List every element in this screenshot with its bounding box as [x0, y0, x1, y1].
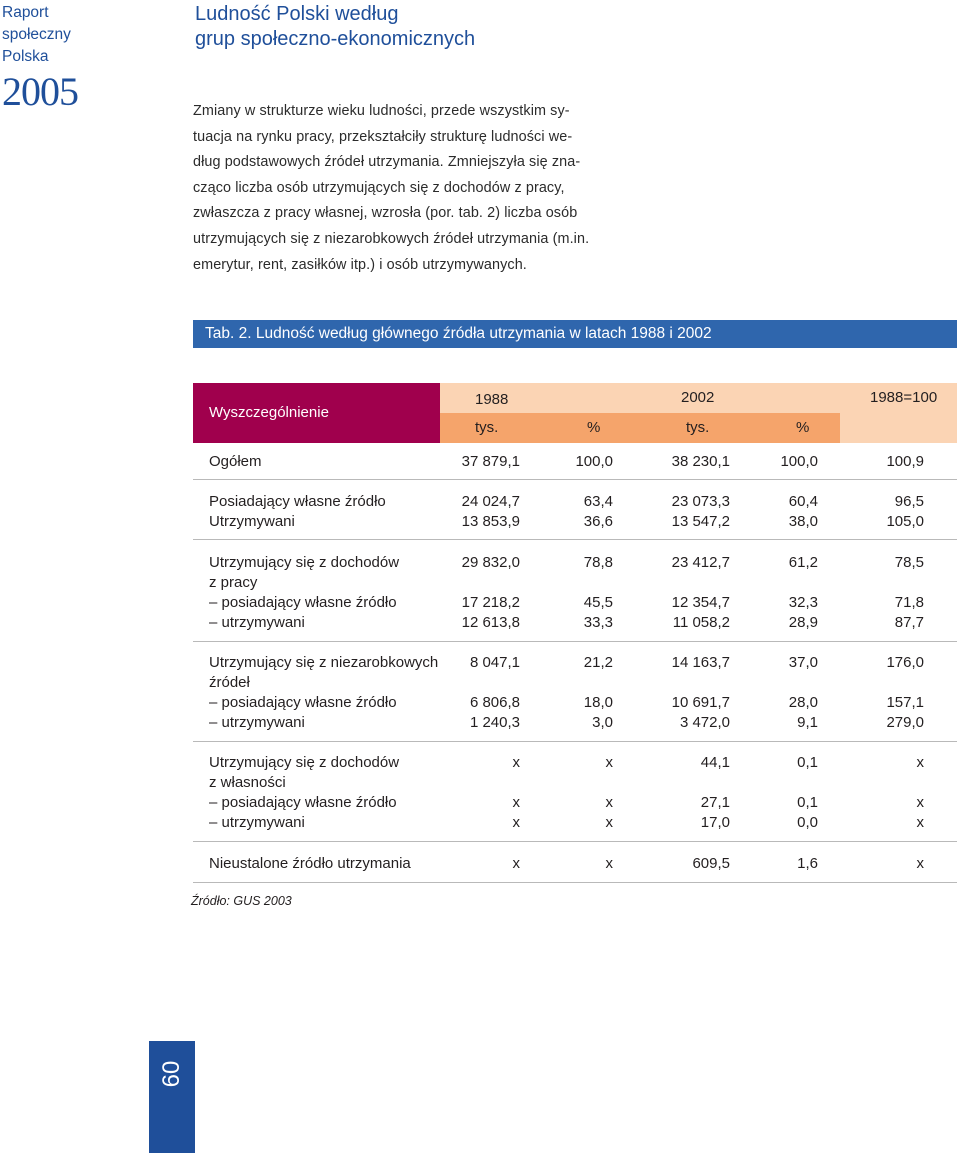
cell-index: 78,5: [894, 554, 924, 571]
cell-2002-tys: 44,1: [700, 754, 730, 771]
cell-2002-pct: 61,2: [788, 554, 818, 571]
cell-1988-tys: 29 832,0: [461, 554, 520, 571]
page-number: 60: [158, 1060, 185, 1088]
cell-2002-pct: 0,0: [797, 814, 818, 831]
cell-2002-pct: 100,0: [780, 453, 818, 470]
cell-1988-pct: x: [605, 855, 613, 872]
row-separator: [193, 641, 957, 642]
table-header-label: Wyszczególnienie: [193, 383, 440, 443]
cell-2002-tys: 38 230,1: [671, 453, 730, 470]
cell-2002-pct: 0,1: [797, 754, 818, 771]
page-number-tab: [149, 1041, 195, 1153]
row-label: – posiadający własne źródło: [209, 594, 397, 611]
cell-1988-tys: 24 024,7: [461, 493, 520, 510]
cell-2002-pct: 0,1: [797, 794, 818, 811]
header-year-1988: 1988: [475, 391, 509, 408]
cell-index: x: [916, 814, 924, 831]
cell-1988-pct: 33,3: [583, 614, 613, 631]
cell-1988-pct: 18,0: [583, 694, 613, 711]
cell-2002-pct: 1,6: [797, 855, 818, 872]
row-label: Utrzymujący się z dochodów: [209, 554, 400, 571]
cell-1988-tys: 1 240,3: [469, 714, 520, 731]
cell-2002-tys: 11 058,2: [672, 614, 730, 631]
cell-index: 96,5: [894, 493, 924, 510]
row-label: Utrzymujący się z niezarobkowych: [209, 654, 439, 671]
cell-index: x: [916, 855, 924, 872]
cell-1988-tys: 8 047,1: [469, 654, 520, 671]
row-separator: [193, 841, 957, 842]
cell-1988-tys: 37 879,1: [461, 453, 520, 470]
intro-line: cząco liczba osób utrzymujących się z dochodów z pracy,: [193, 179, 565, 196]
cell-index: 157,1: [886, 694, 924, 711]
cell-1988-pct: 78,8: [583, 554, 613, 571]
cell-1988-pct: 45,5: [583, 594, 613, 611]
intro-line: zwłaszcza z pracy własnej, wzrosła (por. tab. 2) liczba osób: [193, 205, 578, 222]
brand-line-2: społeczny: [2, 26, 71, 43]
row-label: Ogółem: [209, 453, 262, 470]
cell-1988-tys: 17 218,2: [461, 594, 520, 611]
brand-line-1: Raport: [2, 4, 49, 21]
cell-1988-tys: x: [512, 754, 520, 771]
table-bottom-rule: [193, 882, 957, 883]
cell-1988-pct: 100,0: [575, 453, 613, 470]
cell-1988-pct: x: [605, 814, 613, 831]
intro-line: tuacja na rynku pracy, przekształciły strukturę ludności we-: [193, 128, 573, 145]
cell-2002-pct: 60,4: [788, 493, 818, 510]
header-index: 1988=100: [870, 389, 938, 406]
row-label: Utrzymywani: [209, 513, 295, 530]
cell-index: x: [916, 754, 924, 771]
brand-line-3: Polska: [2, 48, 49, 65]
intro-line: Zmiany w strukturze wieku ludności, przede wszystkim sy-: [193, 103, 570, 119]
cell-1988-tys: x: [512, 814, 520, 831]
header-pct-1988: %: [587, 419, 601, 436]
header-year-2002: 2002: [681, 389, 715, 406]
cell-2002-pct: 28,0: [788, 694, 818, 711]
table-caption: Tab. 2. Ludność według głównego źródła utrzymania w latach 1988 i 2002: [193, 320, 957, 348]
cell-index: 105,0: [886, 513, 924, 530]
row-separator: [193, 741, 957, 742]
row-label: źródeł: [209, 674, 250, 691]
cell-2002-tys: 13 547,2: [671, 513, 730, 530]
cell-index: x: [916, 794, 924, 811]
intro-paragraph: [193, 99, 590, 278]
cell-2002-tys: 23 412,7: [671, 554, 730, 571]
row-separator: [193, 479, 957, 480]
row-label: Utrzymujący się z dochodów: [209, 754, 400, 771]
header-pct-2002: %: [796, 419, 810, 436]
cell-1988-tys: 13 853,9: [461, 513, 520, 530]
report-brand: [2, 2, 78, 114]
header-tys-1988: tys.: [475, 419, 499, 436]
cell-2002-tys: 3 472,0: [679, 714, 730, 731]
row-label: – utrzymywani: [209, 714, 305, 731]
intro-line: dług podstawowych źródeł utrzymania. Zmniejszyła się zna-: [193, 154, 581, 171]
page-title-line-1: Ludność Polski według: [195, 3, 399, 25]
cell-1988-pct: 36,6: [583, 513, 613, 530]
row-label: – posiadający własne źródło: [209, 694, 397, 711]
brand-year: 2005: [2, 69, 78, 114]
cell-2002-pct: 9,1: [797, 714, 818, 731]
cell-2002-pct: 38,0: [788, 513, 818, 530]
cell-1988-pct: 21,2: [583, 654, 613, 671]
cell-1988-tys: 6 806,8: [469, 694, 520, 711]
page-title-line-2: grup społeczno-ekonomicznych: [195, 28, 476, 50]
cell-2002-tys: 609,5: [692, 855, 730, 872]
row-label: – utrzymywani: [209, 814, 305, 831]
intro-line: utrzymujących się z niezarobkowych źródeł utrzymania (m.in.: [193, 230, 590, 247]
cell-1988-pct: x: [605, 754, 613, 771]
row-label: Posiadający własne źródło: [209, 493, 386, 510]
cell-2002-pct: 28,9: [788, 614, 818, 631]
cell-1988-pct: 63,4: [583, 493, 613, 510]
row-label: z własności: [209, 774, 286, 791]
page-title: [195, 2, 475, 52]
cell-2002-pct: 37,0: [788, 654, 818, 671]
row-separator: [193, 539, 957, 540]
row-label: Nieustalone źródło utrzymania: [209, 855, 411, 872]
cell-2002-tys: 17,0: [700, 814, 730, 831]
table-header-index-band: [840, 413, 957, 443]
cell-1988-tys: 12 613,8: [461, 614, 520, 631]
row-label: z pracy: [209, 574, 258, 591]
cell-1988-tys: x: [512, 855, 520, 872]
cell-1988-pct: x: [605, 794, 613, 811]
row-label: – utrzymywani: [209, 614, 305, 631]
cell-1988-pct: 3,0: [592, 714, 613, 731]
cell-index: 87,7: [894, 614, 924, 631]
cell-2002-pct: 32,3: [788, 594, 818, 611]
cell-1988-tys: x: [512, 794, 520, 811]
cell-index: 71,8: [894, 594, 924, 611]
cell-index: 176,0: [886, 654, 924, 671]
header-tys-2002: tys.: [686, 419, 710, 436]
intro-line: emerytur, rent, zasiłków itp.) i osób utrzymywanych.: [193, 256, 527, 273]
cell-2002-tys: 14 163,7: [671, 654, 730, 671]
cell-2002-tys: 10 691,7: [671, 694, 730, 711]
source-note: Źródło: GUS 2003: [191, 894, 292, 908]
cell-2002-tys: 12 354,7: [671, 594, 730, 611]
cell-2002-tys: 23 073,3: [671, 493, 730, 510]
cell-index: 100,9: [886, 453, 924, 470]
cell-2002-tys: 27,1: [700, 794, 730, 811]
cell-index: 279,0: [886, 714, 924, 731]
row-label: – posiadający własne źródło: [209, 794, 397, 811]
